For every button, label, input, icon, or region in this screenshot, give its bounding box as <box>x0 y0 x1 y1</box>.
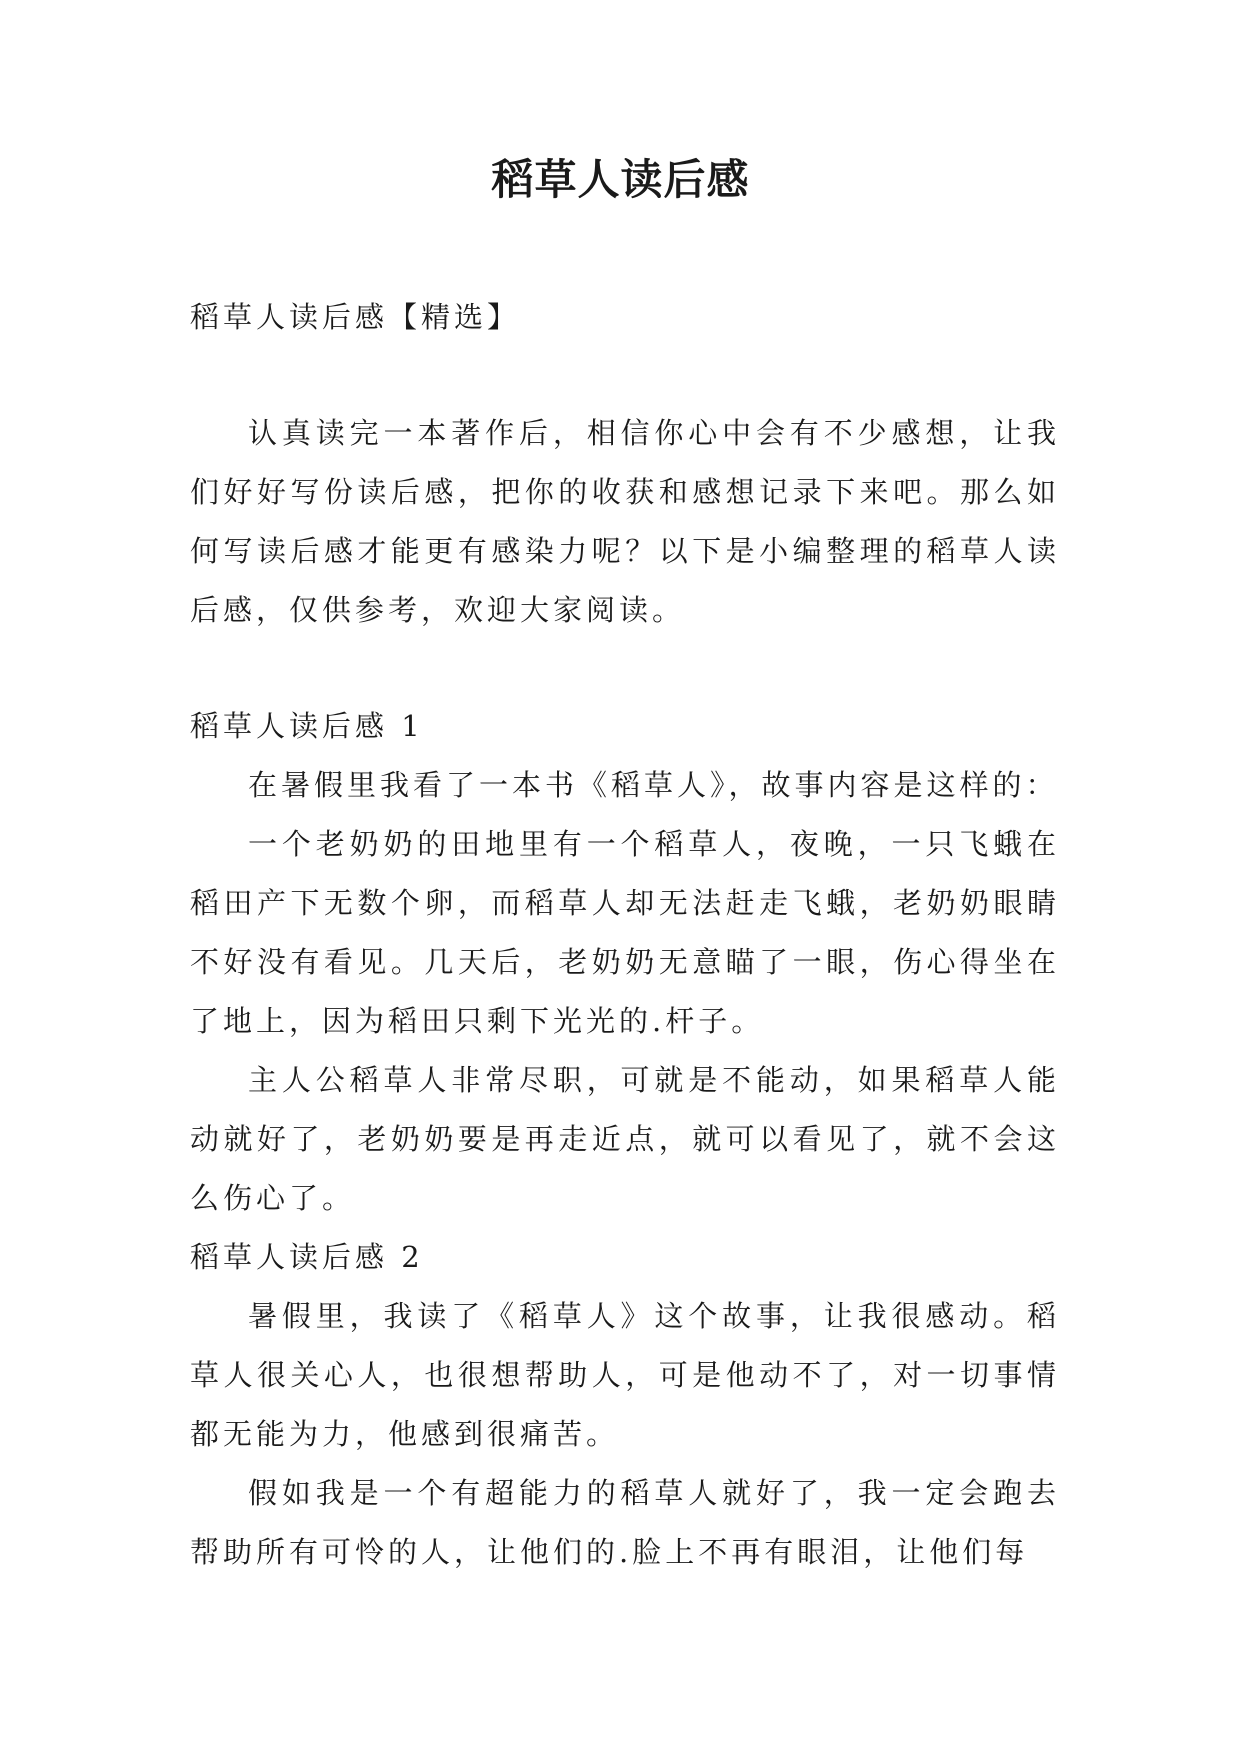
document-title: 稻草人读后感 <box>491 155 750 204</box>
spacer <box>190 640 1060 697</box>
section-1-paragraph-1: 在暑假里我看了一本书《稻草人》，故事内容是这样的： <box>248 768 1059 802</box>
section-heading-1: 稻草人读后感 1 <box>190 709 424 743</box>
section-1-paragraph-3: 主人公稻草人非常尽职，可就是不能动，如果稻草人能动就好了，老奶奶要是再走近点，就可以看见了，就不会这么伤心了。 <box>190 1063 1060 1215</box>
section-1-paragraph-2: 一个老奶奶的田地里有一个稻草人，夜晚，一只飞蛾在稻田产下无数个卵，而稻草人却无法赶走飞蛾，老奶奶眼睛不好没有看见。几天后，老奶奶无意瞄了一眼，伤心得坐在了地上，因为稻田只剩下光光的.杆子。 <box>190 827 1060 1038</box>
intro-paragraph: 认真读完一本著作后，相信你心中会有不少感想，让我们好好写份读后感，把你的收获和感想记录下来吧。那么如何写读后感才能更有感染力呢？以下是小编整理的稻草人读后感，仅供参考，欢迎大家阅读。 <box>190 416 1060 627</box>
document-body <box>190 288 1060 1582</box>
section-2-paragraph-1: 暑假里，我读了《稻草人》这个故事，让我很感动。稻草人很关心人，也很想帮助人，可是他动不了，对一切事情都无能为力，他感到很痛苦。 <box>190 1299 1060 1451</box>
document-subtitle: 稻草人读后感【精选】 <box>190 300 521 334</box>
spacer <box>190 347 1060 404</box>
section-2-paragraph-2: 假如我是一个有超能力的稻草人就好了，我一定会跑去帮助所有可怜的人，让他们的.脸上不再有眼泪，让他们每 <box>190 1476 1060 1569</box>
section-heading-2: 稻草人读后感 2 <box>190 1240 424 1274</box>
